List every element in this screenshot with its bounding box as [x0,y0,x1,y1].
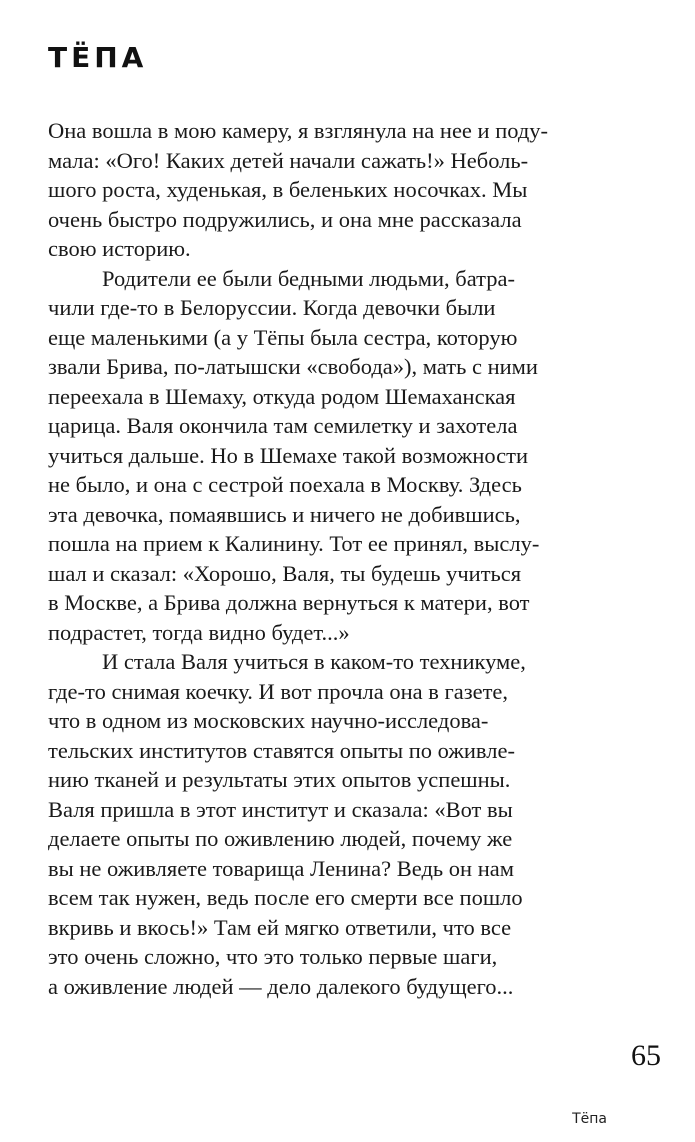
text-line: не было, и она с сестрой поехала в Москву. Здесь [48,472,522,497]
page-number: 65 [631,1039,661,1072]
text-line: это очень сложно, что это только первые шаги, [48,944,498,969]
text-line: а оживление людей — дело далекого будущего... [48,973,514,999]
page-title: ТЁПА [48,41,148,74]
text-line: нию тканей и результаты этих опытов успешны. [48,767,511,792]
text-line: вы не оживляете товарища Ленина? Ведь он нам [48,855,514,881]
text-line: что в одном из московских научно-исследова- [48,708,489,733]
text-line: подрастет, тогда видно будет...» [48,619,350,645]
text-line: Она вошла в мою камеру, я взглянула на нее и поду- [48,118,549,143]
text-line: шого роста, худенькая, в беленьких носочках. Мы [48,177,528,202]
text-line: еще маленькими (а у Тёпы была сестра, которую [48,324,518,350]
text-line: где-то снимая коечку. И вот прочла она в газете, [48,678,509,704]
text-line: чили где-то в Белоруссии. Когда девочки были [48,295,496,320]
text-line: звали Брива, по-латышски «свобода»), мать с ними [48,354,538,379]
text-line: царица. Валя окончила там семилетку и захотела [48,413,518,438]
text-line: переехала в Шемаху, откуда родом Шемаханская [48,383,516,409]
text-line: эта девочка, помаявшись и ничего не добившись, [48,501,521,527]
text-line: Валя пришла в этот институт и сказала: «Вот вы [48,796,513,822]
text-line: пошла на прием к Калинину. Тот ее принял, выслу- [48,531,540,556]
text-line-paragraph-start: Родители ее были бедными людьми, батра- [102,265,515,291]
text-line: вкривь и вкось!» Там ей мягко ответили, что все [48,914,512,940]
text-line: мала: «Ого! Каких детей начали сажать!» Неболь- [48,147,529,173]
body-text [48,116,628,1001]
text-line: свою историю. [48,236,191,261]
text-line: очень быстро подружились, и она мне рассказала [48,206,522,232]
text-line: шал и сказал: «Хорошо, Валя, ты будешь учиться [48,560,522,586]
text-line: делаете опыты по оживлению людей, почему же [48,826,513,851]
text-line-paragraph-start: И стала Валя учиться в каком-то техникуме, [102,649,526,674]
text-line: тельских институтов ставятся опыты по оживле- [48,737,515,763]
text-line: всем так нужен, ведь после его смерти все пошло [48,885,523,910]
running-footer-title: Тёпа [572,1111,607,1127]
text-line: учиться дальше. Но в Шемахе такой возможности [48,442,529,468]
text-line: в Москве, а Брива должна вернуться к матери, вот [48,590,530,615]
